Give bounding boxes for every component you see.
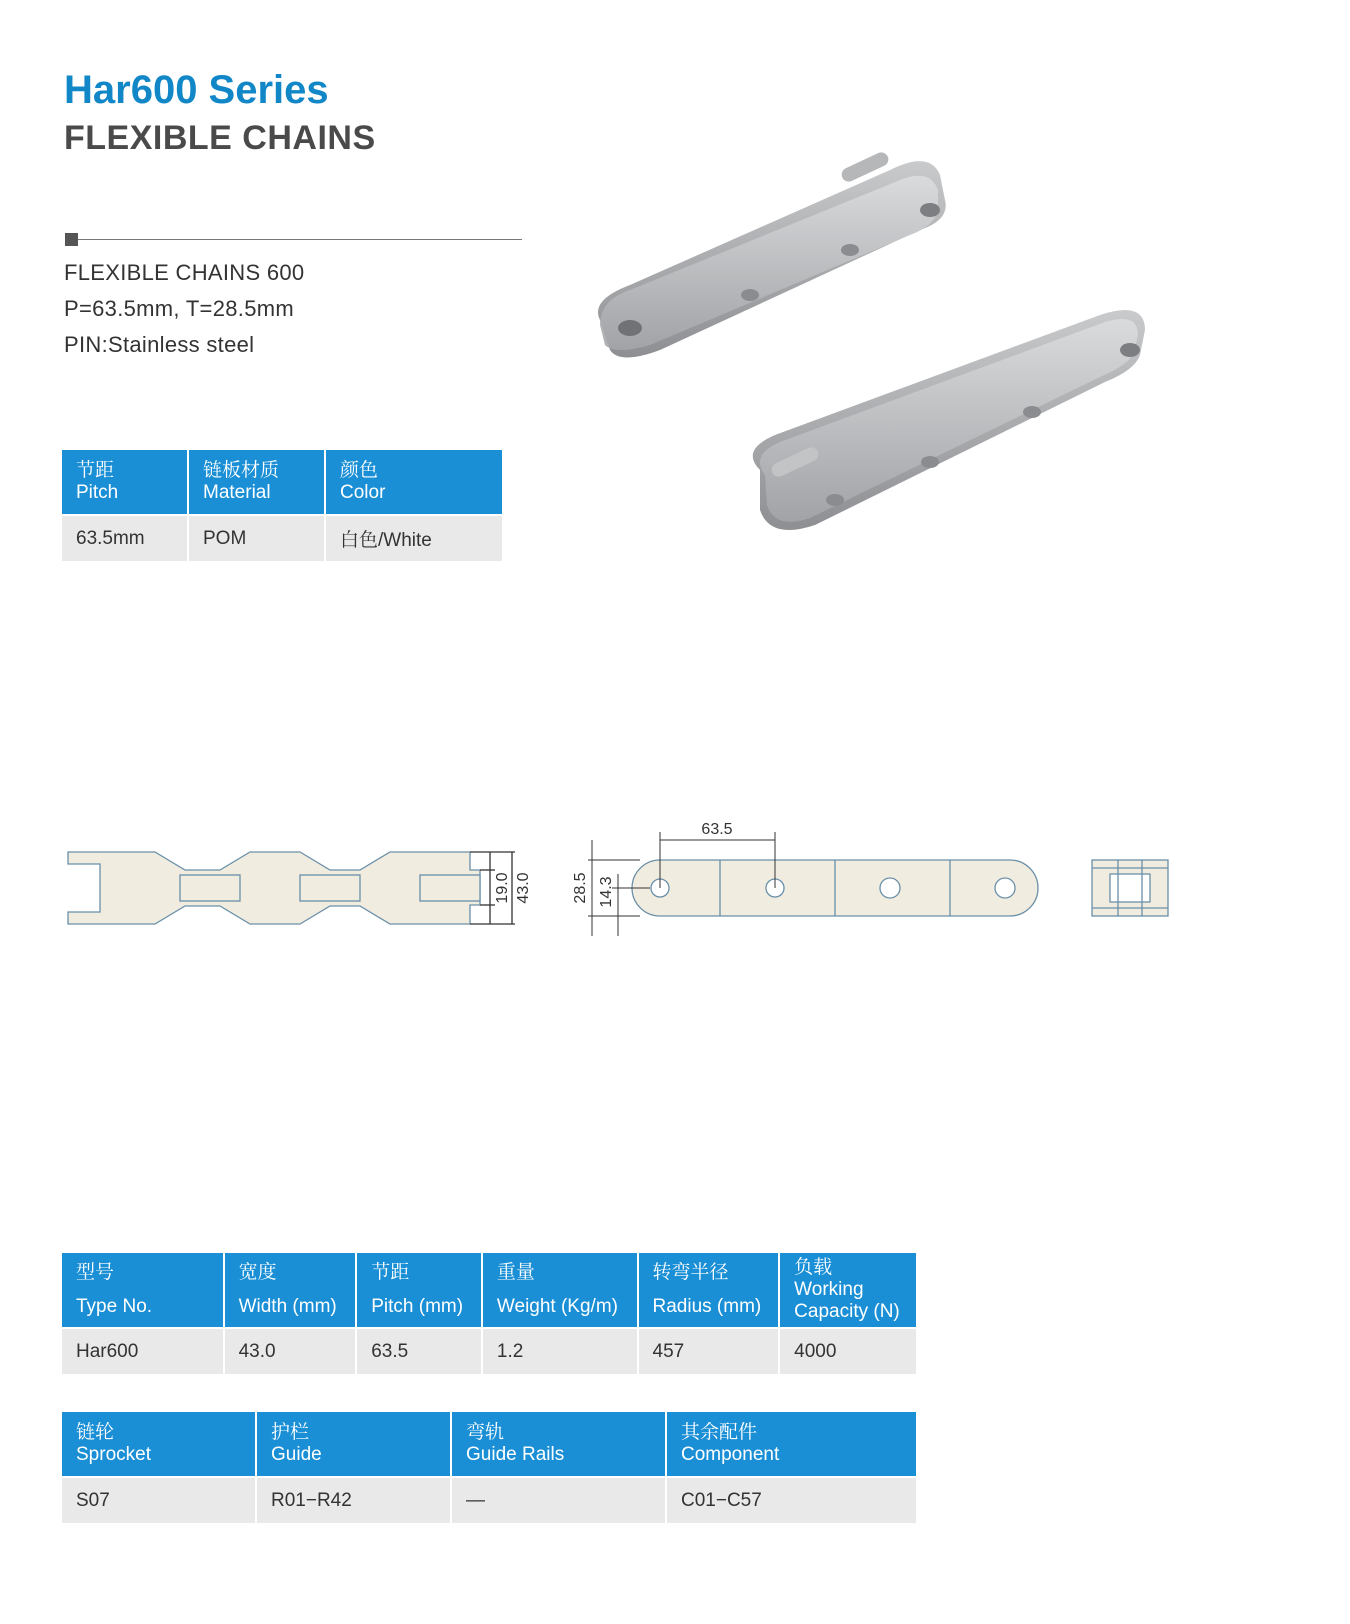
upper-chain <box>598 150 946 357</box>
dim-height: 28.5 <box>572 872 589 904</box>
header-pitch: 节距 Pitch <box>62 450 187 514</box>
dim-inner-width: 19.0 <box>494 872 511 904</box>
cell-type: Har600 <box>62 1329 223 1374</box>
specification-table <box>60 1251 918 1376</box>
accessories-table <box>60 1410 918 1525</box>
dim-pitch: 63.5 <box>701 821 733 838</box>
cell-width: 43.0 <box>225 1329 356 1374</box>
material-table <box>60 448 504 563</box>
spec-line: P=63.5mm, T=28.5mm <box>64 296 294 321</box>
cell-component: C01−C57 <box>667 1478 916 1523</box>
cell-weight: 1.2 <box>483 1329 637 1374</box>
lower-chain <box>753 310 1145 530</box>
cell-sprocket: S07 <box>62 1478 255 1523</box>
header-pitch: 节距 Pitch (mm) <box>357 1253 481 1327</box>
page-title: Har600 Series <box>64 68 329 112</box>
header-sprocket: 链轮 Sprocket <box>62 1412 255 1476</box>
header-width: 宽度 Width (mm) <box>225 1253 356 1327</box>
dim-outer-width: 43.0 <box>515 872 532 904</box>
table-row <box>62 516 502 561</box>
header-type: 型号 Type No. <box>62 1253 223 1327</box>
page-subtitle: FLEXIBLE CHAINS <box>64 119 376 157</box>
cell-guide-rails: — <box>452 1478 665 1523</box>
dim-center: 14.3 <box>598 876 615 908</box>
cell-capacity: 4000 <box>780 1329 916 1374</box>
cell-pitch: 63.5 <box>357 1329 481 1374</box>
header-component: 其余配件 Component <box>667 1412 916 1476</box>
table-row <box>62 1478 916 1523</box>
table-header-row <box>62 1253 916 1327</box>
table-header-row <box>62 1412 916 1476</box>
header-guide: 护栏 Guide <box>257 1412 450 1476</box>
header-capacity: 负载 Working Capacity (N) <box>780 1253 916 1327</box>
header-radius: 转弯半径 Radius (mm) <box>639 1253 779 1327</box>
spec-list <box>64 255 304 363</box>
table-header-row <box>62 450 502 514</box>
section-marker <box>65 233 78 246</box>
cell-color: 白色/White <box>326 516 502 561</box>
chain-top-view <box>68 852 515 924</box>
table-row <box>62 1329 916 1374</box>
section-divider <box>78 239 522 240</box>
technical-drawings <box>0 821 1350 950</box>
header-color: 颜色 Color <box>326 450 502 514</box>
spec-line: FLEXIBLE CHAINS 600 <box>64 260 305 285</box>
chain-end-view <box>1092 860 1168 916</box>
header-material: 链板材质 Material <box>189 450 324 514</box>
chain-side-view <box>632 860 1038 916</box>
cell-material: POM <box>189 516 324 561</box>
spec-line: PIN:Stainless steel <box>64 332 255 357</box>
cell-pitch: 63.5mm <box>62 516 187 561</box>
chain-3d-illustration <box>600 150 1160 550</box>
header-weight: 重量 Weight (Kg/m) <box>483 1253 637 1327</box>
cell-guide: R01−R42 <box>257 1478 450 1523</box>
header-guide-rails: 弯轨 Guide Rails <box>452 1412 665 1476</box>
cell-radius: 457 <box>639 1329 779 1374</box>
